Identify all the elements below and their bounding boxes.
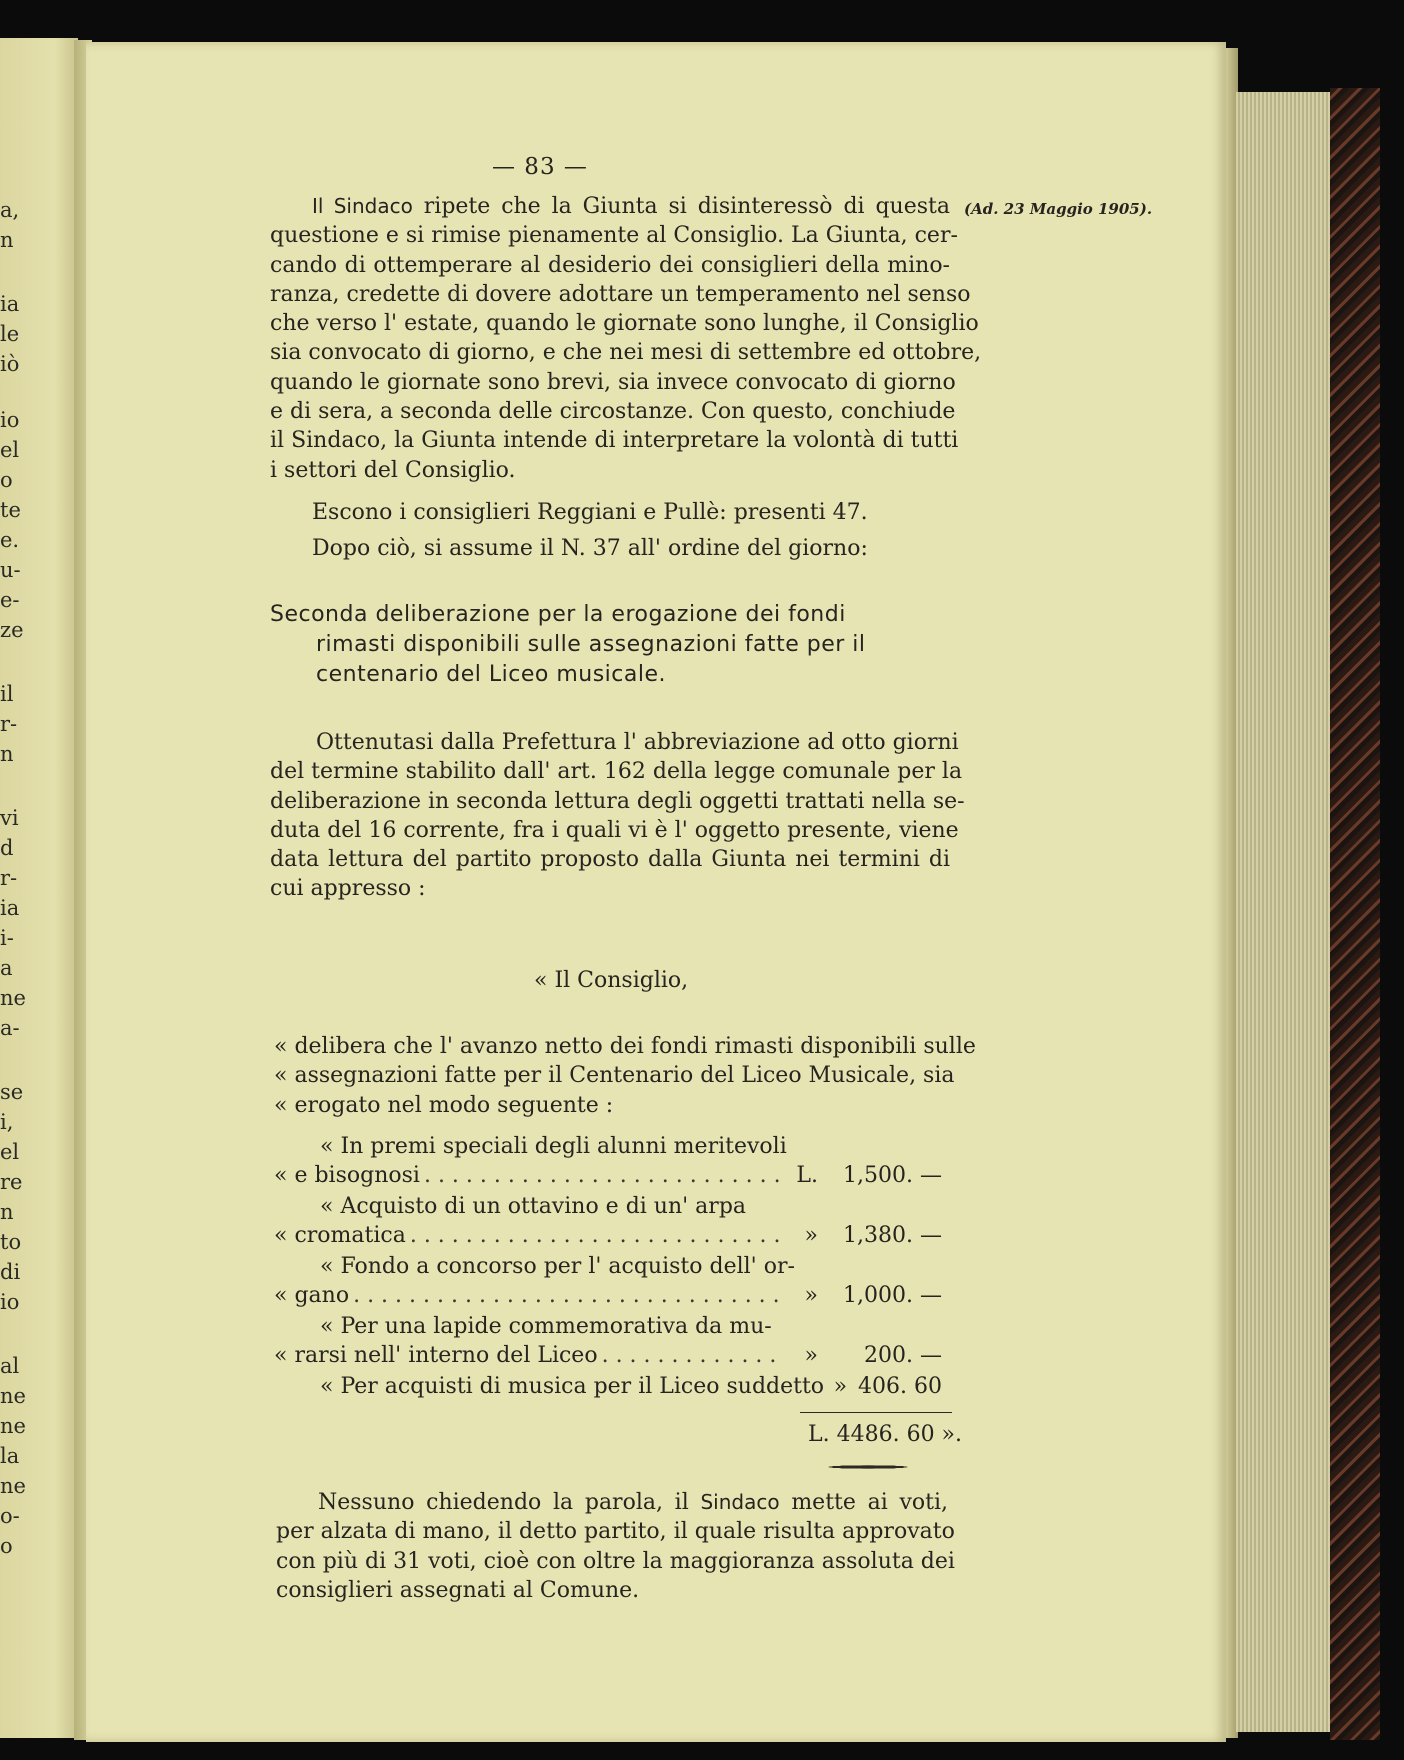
heading-line: rimasti disponibili sulle assegnazioni fatte per il — [316, 632, 866, 657]
item-description: « Per una lapide commemorativa da mu- — [320, 1314, 772, 1339]
paragraph-exits: Escono i consiglieri Reggiani e Pullè: presenti 47. — [312, 500, 868, 525]
text-line: questione e si rimise pienamente al Consiglio. La Giunta, cer- — [270, 223, 958, 249]
leader-dots — [424, 1161, 784, 1190]
speaker-name: Sindaco — [700, 1490, 780, 1514]
item-amount: 1,380. — — [843, 1223, 942, 1248]
margin-note-date: (Ad. 23 Maggio 1905). — [964, 200, 1153, 218]
item-amount: 1,500. — — [843, 1163, 942, 1188]
item-text: « gano — [274, 1283, 350, 1308]
left-page-fragment: el — [0, 1140, 20, 1164]
expense-item — [274, 1252, 942, 1310]
total-amount: L. 4486. 60 ». — [808, 1422, 963, 1447]
item-description: « Fondo a concorso per l' acquisto dell' or- — [320, 1254, 795, 1279]
page-number: — 83 — — [492, 154, 588, 180]
left-page-fragment: d — [0, 836, 14, 860]
text-line: ranza, credette di dovere adottare un temperamento nel senso — [270, 281, 971, 307]
consiglio-heading: « Il Consiglio, — [534, 968, 689, 993]
item-amount: 200. — — [864, 1343, 942, 1368]
left-page-fragment: n — [0, 742, 14, 766]
text-line: i settori del Consiglio. — [270, 457, 516, 483]
sum-rule — [800, 1412, 952, 1413]
expense-item-last — [274, 1372, 942, 1401]
item-text: « rarsi nell' interno del Liceo — [274, 1343, 598, 1368]
left-page-fragment: o — [0, 1534, 13, 1558]
left-page-fragment: e. — [0, 528, 20, 552]
left-page-fragment: ne — [0, 1474, 26, 1498]
left-page-fragment: se — [0, 1080, 24, 1104]
text-line: « erogato nel modo seguente : — [274, 1092, 614, 1118]
book-page-block — [1236, 92, 1332, 1732]
text-line: « assegnazioni fatte per il Centenario del Liceo Musicale, sia — [274, 1063, 955, 1089]
left-page-fragment: le — [0, 322, 20, 346]
text-line: con più di 31 voti, cioè con oltre la maggioranza assoluta dei — [276, 1548, 955, 1574]
heading-line: Seconda deliberazione per la erogazione dei fondi — [270, 602, 846, 627]
left-page-fragment: el — [0, 438, 20, 462]
text-line: del termine stabilito dall' art. 162 della legge comunale per la — [270, 759, 963, 785]
item-line — [274, 1221, 942, 1250]
left-page-fragment: ne — [0, 1384, 26, 1408]
left-page-fragment: e- — [0, 588, 20, 612]
text-line: sia convocato di giorno, e che nei mesi di settembre ed ottobre, — [270, 340, 982, 366]
left-page-fragment: o — [0, 468, 13, 492]
left-page-fragment: r- — [0, 866, 18, 890]
line-text: ripete che la Giunta si disinteressò di questa — [423, 194, 950, 219]
page — [86, 42, 1226, 1742]
heading-line: centenario del Liceo musicale. — [316, 662, 666, 687]
item-amount: 1,000. — — [843, 1283, 942, 1308]
left-page-fragment: a, — [0, 198, 20, 222]
item-line — [274, 1341, 942, 1370]
text-line: cando di ottemperare al desiderio dei consiglieri della mino- — [270, 252, 950, 278]
book-cover-edge — [1330, 88, 1380, 1740]
text-line: deliberazione in seconda lettura degli oggetti trattati nella se- — [270, 788, 965, 814]
text-line: che verso l' estate, quando le giornate sono lunghe, il Consiglio — [270, 311, 979, 337]
left-page-fragment: to — [0, 1230, 22, 1254]
text-line: e di sera, a seconda delle circostanze. Con questo, conchiude — [270, 399, 956, 425]
paragraph-vote — [276, 1488, 955, 1605]
left-page-fragment: di — [0, 1260, 21, 1284]
left-page-fragment: io — [0, 1290, 20, 1314]
page-content — [86, 42, 1226, 1742]
item-currency: L. — [796, 1163, 818, 1188]
paragraph-first-line — [276, 1488, 948, 1517]
speaker-name: Il Sindaco — [312, 194, 413, 218]
left-page-fragment: u- — [0, 558, 21, 582]
paragraph-first-line — [270, 192, 950, 221]
left-page-fragment: a — [0, 956, 13, 980]
left-page-fragment: vi — [0, 806, 19, 830]
text-line: il Sindaco, la Giunta intende di interpretare la volontà di tutti — [270, 428, 959, 454]
expense-item — [274, 1192, 942, 1250]
item-currency: » — [804, 1283, 818, 1308]
paragraph-prefettura — [270, 728, 965, 904]
line-text: mette ai voti, — [791, 1490, 949, 1515]
paragraph-agenda: Dopo ciò, si assume il N. 37 all' ordine del giorno: — [312, 536, 868, 561]
text-line: per alzata di mano, il detto partito, il quale risulta approvato — [276, 1519, 955, 1545]
item-text: « e bisognosi — [274, 1163, 420, 1188]
left-page-fragment: iò — [0, 352, 20, 376]
text-line: consiglieri assegnati al Comune. — [276, 1577, 640, 1603]
left-page-fragment: il — [0, 682, 14, 706]
text-line: cui appresso : — [270, 876, 426, 902]
left-page-fragment: io — [0, 408, 20, 432]
left-page-fragment: n — [0, 228, 14, 252]
left-page-fragment: te — [0, 498, 21, 522]
item-currency: » — [804, 1223, 818, 1248]
section-heading — [270, 600, 950, 690]
item-currency: » — [804, 1343, 818, 1368]
decorative-swash — [800, 1464, 936, 1470]
item-line — [274, 1161, 942, 1190]
left-page-fragment: o- — [0, 1504, 20, 1528]
leader-dots — [602, 1341, 784, 1370]
leader-dots — [410, 1221, 784, 1250]
left-page-fragment: r- — [0, 712, 18, 736]
item-text: « Per acquisti di musica per il Liceo suddetto — [320, 1374, 825, 1399]
left-page-fragment: i- — [0, 926, 14, 950]
text-line: duta del 16 corrente, fra i quali vi è l' oggetto presente, viene — [270, 817, 959, 843]
left-page-fragment: ze — [0, 618, 24, 642]
left-page-fragment: re — [0, 1170, 23, 1194]
item-line — [274, 1281, 942, 1310]
item-line — [274, 1372, 942, 1401]
item-text: « cromatica — [274, 1223, 406, 1248]
left-page-fragment: la — [0, 1444, 20, 1468]
line-text: Nessuno chiedendo la parola, il — [318, 1490, 689, 1515]
item-currency: » — [833, 1374, 848, 1399]
left-page — [0, 38, 78, 1738]
paragraph-delibera — [274, 1032, 976, 1120]
text-line: data lettura del partito proposto dalla Giunta nei termini di — [270, 847, 950, 873]
item-amount: 406. 60 — [858, 1374, 942, 1399]
paragraph-sindaco-statement — [270, 192, 982, 485]
text-line: quando le giornate sono brevi, sia invece convocato di giorno — [270, 369, 956, 395]
text-line: Ottenutasi dalla Prefettura l' abbreviazione ad otto giorni — [316, 730, 959, 755]
left-page-fragment: ia — [0, 896, 20, 920]
leader-dots — [353, 1281, 784, 1310]
left-page-fragment: n — [0, 1200, 14, 1224]
text-line: « delibera che l' avanzo netto dei fondi rimasti disponibili sulle — [274, 1034, 976, 1059]
left-page-fragment: a- — [0, 1016, 20, 1040]
expense-item — [274, 1132, 942, 1190]
left-page-fragment: ne — [0, 1414, 26, 1438]
item-description: « In premi speciali degli alunni meritevoli — [320, 1134, 787, 1159]
item-description: « Acquisto di un ottavino e di un' arpa — [320, 1194, 747, 1219]
left-page-fragment: ne — [0, 986, 26, 1010]
left-page-fragment: ia — [0, 292, 20, 316]
expense-item — [274, 1312, 942, 1370]
left-page-fragment: i, — [0, 1110, 14, 1134]
left-page-fragment: al — [0, 1354, 20, 1378]
